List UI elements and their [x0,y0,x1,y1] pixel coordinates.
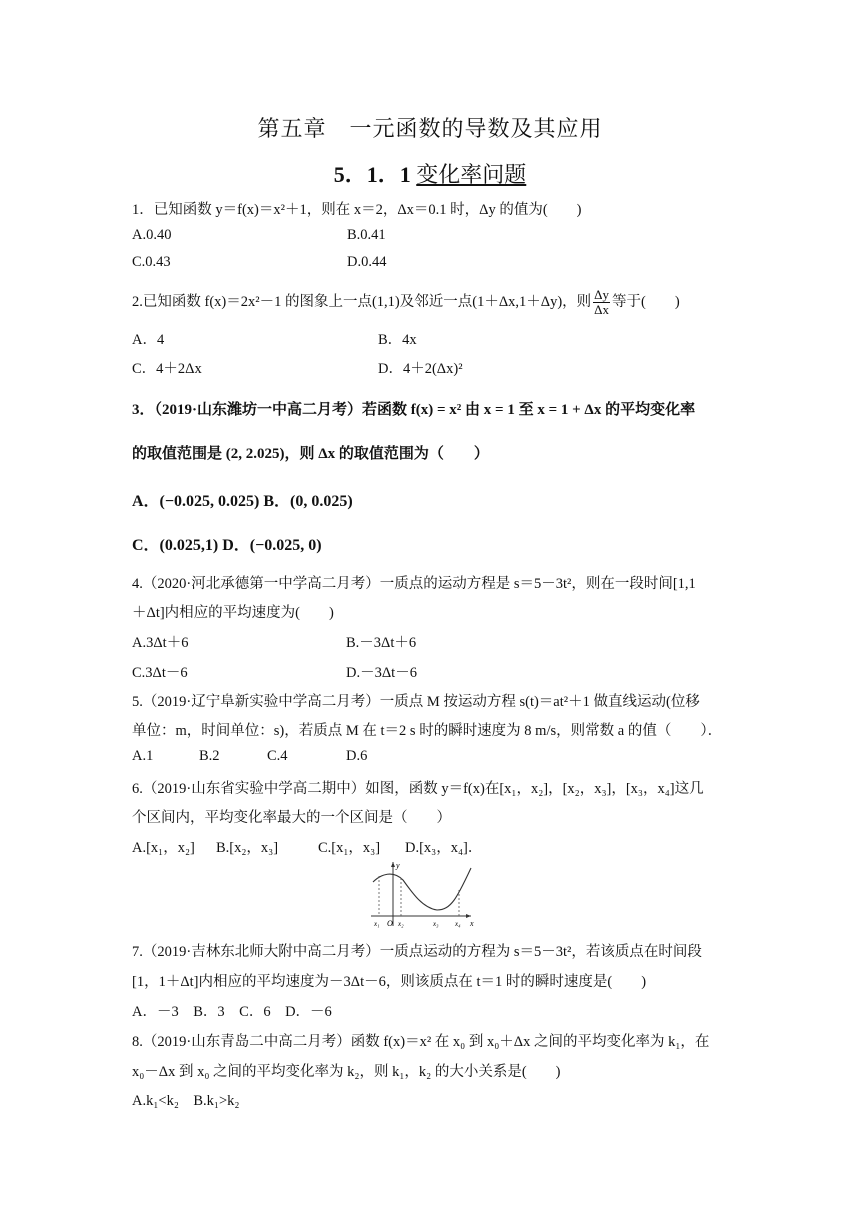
question-6-option-c: C.[x₁，x₃] [318,840,381,856]
y-axis-arrow-icon [391,862,395,867]
section-heading [0,158,860,189]
question-1-option-a: A.0.40 [132,227,172,243]
question-5-option-c: C.4 [267,748,288,764]
question-7-line-1: 7.（2019·吉林东北师大附中高二月考）一质点运动的方程为 s＝5－3t²，若该质点在时间段 [132,944,702,960]
question-4-line-2: ＋Δt]内相应的平均速度为( ) [132,605,334,621]
question-5-option-d: D.6 [346,748,368,764]
question-8-line-2: x₀－Δx 到 x₀ 之间的平均变化率为 k₂，则 k₁，k₂ 的大小关系是( ) [132,1064,561,1080]
x2-label: x₂ [398,920,404,928]
function-curve [373,868,471,910]
question-2-option-a: A．4 [132,332,165,348]
question-5-option-a: A.1 [132,748,154,764]
question-5-line-1: 5.（2019·辽宁阜新实验中学高二月考）一质点 M 按运动方程 s(t)＝at²＋1 做直线运动(位移 [132,694,700,710]
question-8-line-1: 8.（2019·山东青岛二中高二月考）函数 f(x)＝x² 在 x₀ 到 x₀＋Δx 之间的平均变化率为 k₁，在 [132,1034,710,1050]
question-1-stem: 1．已知函数 y＝f(x)＝x²＋1，则在 x＝2，Δx＝0.1 时，Δy 的值为( ) [132,202,582,218]
question-2-option-c: C．4＋2Δx [132,361,202,377]
question-5-option-b: B.2 [199,748,220,764]
question-4-option-b: B.－3Δt＋6 [346,635,417,651]
origin-label: O [387,919,393,928]
x1-label: x₁ [374,920,380,928]
question-1-option-d: D.0.44 [347,254,387,270]
section-title: 变化率问题 [416,162,527,187]
question-5-line-2: 单位：m，时间单位：s)，若质点 M 在 t＝2 s 时的瞬时速度为 8 m/s，则常数 a 的值（ ）． [132,723,723,739]
x3-label: x₃ [433,920,439,928]
question-3-line-2: 的取值范围是 (2, 2.025)，则 Δx 的取值范围为（ ） [132,446,489,462]
question-2-option-d: D．4＋2(Δx)² [378,361,463,377]
question-4-line-1: 4.（2020·河北承德第一中学高二月考）一质点的运动方程是 s＝5－3t²，则在一段时间[1,1 [132,576,696,592]
question-6-option-a: A.[x₁，x₂] [132,840,195,856]
function-graph-figure [365,858,477,930]
x4-label: x₄ [455,920,461,928]
question-2-fraction-numerator: Δy [594,287,610,302]
question-3-line-1: 3．（2019·山东潍坊一中高二月考）若函数 f(x) = x² 由 x = 1 至 x = 1 + Δx 的平均变化率 [132,402,696,418]
question-3-options-cd: C．(0.025,1) D．(−0.025, 0) [132,537,322,554]
x-axis-label: x [470,919,474,928]
question-8-options: A.k₁<k₂ B.k₁>k₂ [132,1093,240,1109]
question-2-stem [132,288,680,317]
question-2-fraction-denominator: Δx [594,302,610,317]
section-number: 5．1．1 [333,162,411,187]
y-axis-label: y [396,861,400,870]
chapter-title: 第五章 一元函数的导数及其应用 [257,116,603,141]
question-6-line-1: 6.（2019·山东省实验中学高二期中）如图，函数 y＝f(x)在[x₁，x₂]，[x₂，x₃]，[x₃，x₄]这几 [132,781,704,797]
question-6-option-b: B.[x₂，x₃] [216,840,279,856]
question-7-line-2: [1，1＋Δt]内相应的平均速度为－3Δt－6，则该质点在 t＝1 时的瞬时速度是( ) [132,974,647,990]
question-7-options: A．－3 B．3 C．6 D．－6 [132,1004,332,1020]
question-4-option-c: C.3Δt－6 [132,665,188,681]
question-1-option-b: B.0.41 [347,227,386,243]
question-2-stem-after: 等于( ) [612,293,680,310]
x-axis-arrow-icon [466,914,471,918]
question-2-fraction [593,288,610,317]
question-2-stem-before: 2.已知函数 f(x)＝2x²－1 的图象上一点(1,1)及邻近一点(1＋Δx,1＋Δy)，则 [132,293,592,310]
question-4-option-d: D.－3Δt－6 [346,665,417,681]
question-4-option-a: A.3Δt＋6 [132,635,189,651]
question-6-option-d: D.[x₃，x₄]． [405,840,483,856]
question-3-options-ab: A．(−0.025, 0.025) B．(0, 0.025) [132,493,353,510]
question-6-line-2: 个区间内，平均变化率最大的一个区间是（ ） [132,810,451,826]
question-2-option-b: B．4x [378,332,417,348]
question-1-option-c: C.0.43 [132,254,171,270]
